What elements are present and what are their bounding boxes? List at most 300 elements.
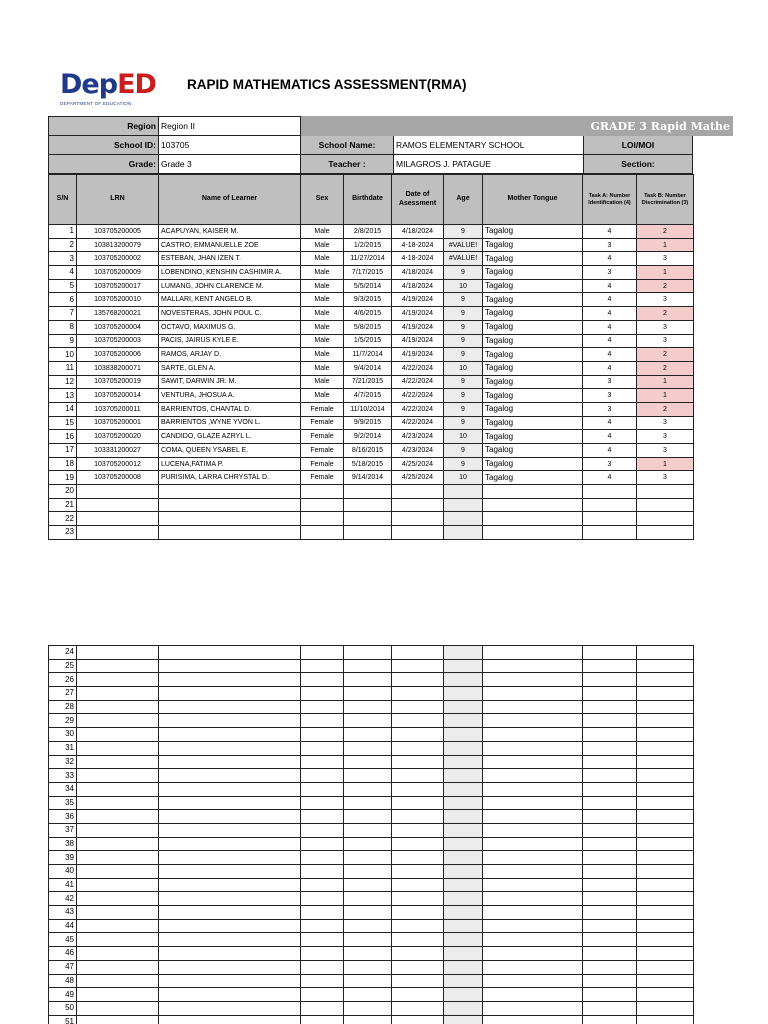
row-sex[interactable] — [301, 498, 344, 512]
row-task-b[interactable] — [637, 865, 694, 879]
row-task-b[interactable]: 3 — [637, 444, 694, 458]
row-lrn[interactable]: 103705200006 — [77, 348, 159, 362]
row-name[interactable] — [159, 837, 301, 851]
row-task-a[interactable]: 3 — [583, 266, 637, 280]
row-date-of-assessment[interactable]: 4-18-2024 — [392, 238, 444, 252]
row-date-of-assessment[interactable] — [392, 933, 444, 947]
row-sex[interactable]: Female — [301, 444, 344, 458]
row-task-b[interactable] — [637, 933, 694, 947]
row-birthdate[interactable]: 9/9/2015 — [344, 416, 392, 430]
row-mother-tongue[interactable] — [483, 837, 583, 851]
row-sex[interactable] — [301, 769, 344, 783]
row-date-of-assessment[interactable]: 4/25/2024 — [392, 471, 444, 485]
row-birthdate[interactable] — [344, 837, 392, 851]
row-mother-tongue[interactable] — [483, 810, 583, 824]
row-mother-tongue[interactable] — [483, 687, 583, 701]
row-birthdate[interactable]: 1/5/2015 — [344, 334, 392, 348]
row-birthdate[interactable] — [344, 498, 392, 512]
row-lrn[interactable] — [77, 769, 159, 783]
row-lrn[interactable] — [77, 498, 159, 512]
grade-value[interactable]: Grade 3 — [159, 155, 301, 174]
row-task-b[interactable]: 3 — [637, 320, 694, 334]
school-name-value[interactable]: RAMOS ELEMENTARY SCHOOL — [394, 136, 584, 155]
row-mother-tongue[interactable]: Tagalog — [483, 402, 583, 416]
row-date-of-assessment[interactable]: 4/18/2024 — [392, 225, 444, 239]
row-sex[interactable] — [301, 823, 344, 837]
row-birthdate[interactable]: 4/7/2015 — [344, 389, 392, 403]
row-sex[interactable] — [301, 865, 344, 879]
row-date-of-assessment[interactable] — [392, 919, 444, 933]
row-task-b[interactable] — [637, 906, 694, 920]
row-lrn[interactable] — [77, 837, 159, 851]
row-lrn[interactable] — [77, 947, 159, 961]
row-date-of-assessment[interactable]: 4/22/2024 — [392, 402, 444, 416]
row-sex[interactable] — [301, 646, 344, 660]
row-birthdate[interactable] — [344, 878, 392, 892]
row-sex[interactable] — [301, 947, 344, 961]
row-task-a[interactable]: 4 — [583, 471, 637, 485]
row-date-of-assessment[interactable] — [392, 714, 444, 728]
row-date-of-assessment[interactable] — [392, 512, 444, 526]
row-name[interactable] — [159, 988, 301, 1002]
region-value[interactable]: Region II — [159, 117, 301, 136]
row-task-b[interactable] — [637, 810, 694, 824]
row-date-of-assessment[interactable]: 4/18/2024 — [392, 279, 444, 293]
row-task-b[interactable] — [637, 960, 694, 974]
row-mother-tongue[interactable] — [483, 782, 583, 796]
row-sex[interactable]: Male — [301, 334, 344, 348]
row-lrn[interactable] — [77, 796, 159, 810]
row-birthdate[interactable] — [344, 933, 392, 947]
row-lrn[interactable] — [77, 1015, 159, 1024]
row-sex[interactable] — [301, 526, 344, 540]
row-birthdate[interactable] — [344, 892, 392, 906]
row-mother-tongue[interactable] — [483, 1015, 583, 1024]
row-date-of-assessment[interactable] — [392, 906, 444, 920]
row-task-a[interactable] — [583, 892, 637, 906]
row-task-a[interactable]: 4 — [583, 225, 637, 239]
row-task-a[interactable] — [583, 878, 637, 892]
row-task-b[interactable]: 3 — [637, 416, 694, 430]
row-lrn[interactable]: 103813200079 — [77, 238, 159, 252]
row-name[interactable]: CANDIDO, GLAZE AZRYL L. — [159, 430, 301, 444]
row-task-a[interactable] — [583, 947, 637, 961]
row-lrn[interactable]: 103331200027 — [77, 444, 159, 458]
row-name[interactable] — [159, 728, 301, 742]
row-date-of-assessment[interactable] — [392, 526, 444, 540]
row-name[interactable] — [159, 755, 301, 769]
row-date-of-assessment[interactable]: 4/19/2024 — [392, 307, 444, 321]
row-task-a[interactable] — [583, 906, 637, 920]
row-name[interactable] — [159, 526, 301, 540]
row-mother-tongue[interactable] — [483, 878, 583, 892]
row-lrn[interactable] — [77, 782, 159, 796]
row-sex[interactable]: Male — [301, 238, 344, 252]
row-sex[interactable]: Female — [301, 471, 344, 485]
row-task-b[interactable] — [637, 919, 694, 933]
row-task-b[interactable] — [637, 646, 694, 660]
row-birthdate[interactable]: 5/5/2014 — [344, 279, 392, 293]
row-date-of-assessment[interactable]: 4/25/2024 — [392, 457, 444, 471]
row-sex[interactable]: Female — [301, 457, 344, 471]
row-mother-tongue[interactable]: Tagalog — [483, 348, 583, 362]
teacher-value[interactable]: MILAGROS J. PATAGUE — [394, 155, 584, 174]
row-lrn[interactable]: 103705200003 — [77, 334, 159, 348]
row-name[interactable] — [159, 947, 301, 961]
row-sex[interactable] — [301, 906, 344, 920]
row-mother-tongue[interactable] — [483, 741, 583, 755]
row-date-of-assessment[interactable] — [392, 646, 444, 660]
row-task-a[interactable]: 4 — [583, 361, 637, 375]
row-name[interactable] — [159, 741, 301, 755]
row-birthdate[interactable] — [344, 988, 392, 1002]
row-name[interactable] — [159, 865, 301, 879]
row-task-a[interactable]: 3 — [583, 389, 637, 403]
row-mother-tongue[interactable] — [483, 919, 583, 933]
row-task-b[interactable] — [637, 673, 694, 687]
row-mother-tongue[interactable]: Tagalog — [483, 266, 583, 280]
row-lrn[interactable] — [77, 485, 159, 499]
row-date-of-assessment[interactable]: 4/22/2024 — [392, 361, 444, 375]
row-mother-tongue[interactable] — [483, 933, 583, 947]
row-sex[interactable] — [301, 659, 344, 673]
row-task-a[interactable] — [583, 823, 637, 837]
row-name[interactable]: ESTEBAN, JHAN IZEN T. — [159, 252, 301, 266]
row-birthdate[interactable] — [344, 851, 392, 865]
row-lrn[interactable] — [77, 755, 159, 769]
row-date-of-assessment[interactable] — [392, 700, 444, 714]
row-task-a[interactable]: 4 — [583, 320, 637, 334]
row-date-of-assessment[interactable]: 4/22/2024 — [392, 389, 444, 403]
row-lrn[interactable] — [77, 1001, 159, 1015]
row-name[interactable]: SARTE, GLEN A. — [159, 361, 301, 375]
row-birthdate[interactable] — [344, 714, 392, 728]
row-mother-tongue[interactable]: Tagalog — [483, 444, 583, 458]
row-lrn[interactable] — [77, 810, 159, 824]
row-date-of-assessment[interactable] — [392, 741, 444, 755]
row-sex[interactable] — [301, 1001, 344, 1015]
row-name[interactable]: PACIS, JAIRUS KYLE E. — [159, 334, 301, 348]
row-date-of-assessment[interactable] — [392, 947, 444, 961]
row-lrn[interactable] — [77, 700, 159, 714]
row-name[interactable] — [159, 512, 301, 526]
row-sex[interactable] — [301, 782, 344, 796]
row-mother-tongue[interactable] — [483, 851, 583, 865]
row-sex[interactable] — [301, 892, 344, 906]
row-birthdate[interactable] — [344, 673, 392, 687]
row-mother-tongue[interactable] — [483, 498, 583, 512]
row-sex[interactable] — [301, 755, 344, 769]
row-date-of-assessment[interactable] — [392, 960, 444, 974]
row-task-b[interactable] — [637, 512, 694, 526]
row-mother-tongue[interactable]: Tagalog — [483, 307, 583, 321]
row-task-b[interactable] — [637, 1015, 694, 1024]
row-date-of-assessment[interactable] — [392, 1001, 444, 1015]
row-sex[interactable]: Male — [301, 225, 344, 239]
row-lrn[interactable] — [77, 865, 159, 879]
row-task-a[interactable] — [583, 512, 637, 526]
row-date-of-assessment[interactable]: 4/19/2024 — [392, 334, 444, 348]
row-birthdate[interactable] — [344, 755, 392, 769]
row-mother-tongue[interactable] — [483, 485, 583, 499]
row-sex[interactable] — [301, 796, 344, 810]
row-lrn[interactable] — [77, 892, 159, 906]
row-task-b[interactable]: 2 — [637, 402, 694, 416]
row-mother-tongue[interactable] — [483, 906, 583, 920]
row-sex[interactable]: Male — [301, 252, 344, 266]
row-lrn[interactable]: 103705200012 — [77, 457, 159, 471]
row-task-a[interactable] — [583, 782, 637, 796]
row-birthdate[interactable] — [344, 687, 392, 701]
row-task-b[interactable]: 1 — [637, 457, 694, 471]
row-mother-tongue[interactable] — [483, 974, 583, 988]
row-lrn[interactable]: 103705200001 — [77, 416, 159, 430]
row-task-a[interactable] — [583, 700, 637, 714]
row-lrn[interactable] — [77, 512, 159, 526]
row-name[interactable] — [159, 498, 301, 512]
row-sex[interactable]: Male — [301, 320, 344, 334]
row-lrn[interactable]: 103705200011 — [77, 402, 159, 416]
row-birthdate[interactable] — [344, 974, 392, 988]
row-name[interactable] — [159, 659, 301, 673]
row-task-b[interactable]: 3 — [637, 334, 694, 348]
row-date-of-assessment[interactable] — [392, 988, 444, 1002]
row-task-b[interactable]: 1 — [637, 375, 694, 389]
row-name[interactable] — [159, 878, 301, 892]
row-task-b[interactable] — [637, 837, 694, 851]
row-sex[interactable] — [301, 810, 344, 824]
row-birthdate[interactable] — [344, 865, 392, 879]
row-mother-tongue[interactable]: Tagalog — [483, 238, 583, 252]
row-task-a[interactable] — [583, 714, 637, 728]
row-task-a[interactable]: 4 — [583, 348, 637, 362]
row-task-a[interactable]: 4 — [583, 334, 637, 348]
row-date-of-assessment[interactable] — [392, 769, 444, 783]
row-name[interactable] — [159, 974, 301, 988]
row-sex[interactable]: Male — [301, 307, 344, 321]
row-mother-tongue[interactable] — [483, 796, 583, 810]
row-task-a[interactable] — [583, 933, 637, 947]
row-lrn[interactable]: 103705200020 — [77, 430, 159, 444]
row-sex[interactable] — [301, 851, 344, 865]
row-task-b[interactable]: 2 — [637, 279, 694, 293]
row-sex[interactable]: Male — [301, 279, 344, 293]
row-task-a[interactable]: 4 — [583, 279, 637, 293]
row-birthdate[interactable]: 8/16/2015 — [344, 444, 392, 458]
row-date-of-assessment[interactable] — [392, 659, 444, 673]
row-sex[interactable] — [301, 700, 344, 714]
row-sex[interactable]: Male — [301, 266, 344, 280]
row-task-a[interactable]: 4 — [583, 307, 637, 321]
row-task-b[interactable]: 3 — [637, 471, 694, 485]
row-task-b[interactable] — [637, 1001, 694, 1015]
row-mother-tongue[interactable] — [483, 1001, 583, 1015]
row-name[interactable]: RAMOS, ARJAY D. — [159, 348, 301, 362]
row-name[interactable] — [159, 646, 301, 660]
row-task-a[interactable]: 4 — [583, 293, 637, 307]
row-task-a[interactable] — [583, 741, 637, 755]
row-name[interactable] — [159, 796, 301, 810]
row-mother-tongue[interactable]: Tagalog — [483, 457, 583, 471]
row-task-b[interactable] — [637, 741, 694, 755]
row-date-of-assessment[interactable] — [392, 687, 444, 701]
row-birthdate[interactable] — [344, 741, 392, 755]
row-birthdate[interactable] — [344, 512, 392, 526]
row-mother-tongue[interactable]: Tagalog — [483, 471, 583, 485]
school-id-value[interactable]: 103705 — [159, 136, 301, 155]
row-birthdate[interactable]: 5/8/2015 — [344, 320, 392, 334]
row-birthdate[interactable] — [344, 1001, 392, 1015]
row-birthdate[interactable]: 9/2/2014 — [344, 430, 392, 444]
row-sex[interactable]: Female — [301, 402, 344, 416]
row-birthdate[interactable] — [344, 782, 392, 796]
row-sex[interactable] — [301, 933, 344, 947]
row-birthdate[interactable] — [344, 947, 392, 961]
row-birthdate[interactable]: 5/18/2015 — [344, 457, 392, 471]
row-task-a[interactable] — [583, 526, 637, 540]
row-birthdate[interactable]: 4/6/2015 — [344, 307, 392, 321]
row-task-b[interactable]: 1 — [637, 238, 694, 252]
row-lrn[interactable] — [77, 933, 159, 947]
row-task-a[interactable] — [583, 960, 637, 974]
row-task-b[interactable] — [637, 769, 694, 783]
row-name[interactable]: BARRIENTOS ,WYNE YVON L. — [159, 416, 301, 430]
row-birthdate[interactable] — [344, 646, 392, 660]
row-name[interactable]: ACAPUYAN, KAISER M. — [159, 225, 301, 239]
row-task-b[interactable]: 1 — [637, 266, 694, 280]
row-task-a[interactable] — [583, 796, 637, 810]
row-lrn[interactable]: 103705200019 — [77, 375, 159, 389]
row-sex[interactable] — [301, 919, 344, 933]
row-lrn[interactable]: 103705200005 — [77, 225, 159, 239]
row-task-b[interactable] — [637, 728, 694, 742]
row-name[interactable]: MALLARI, KENT ANGELO B. — [159, 293, 301, 307]
row-mother-tongue[interactable] — [483, 960, 583, 974]
row-task-b[interactable]: 3 — [637, 430, 694, 444]
row-lrn[interactable] — [77, 960, 159, 974]
row-name[interactable]: NOVESTERAS, JOHN POUL C. — [159, 307, 301, 321]
row-task-a[interactable] — [583, 728, 637, 742]
row-date-of-assessment[interactable] — [392, 796, 444, 810]
row-birthdate[interactable] — [344, 1015, 392, 1024]
row-name[interactable]: OCTAVO, MAXIMUS G. — [159, 320, 301, 334]
row-task-b[interactable] — [637, 755, 694, 769]
row-name[interactable] — [159, 714, 301, 728]
row-mother-tongue[interactable]: Tagalog — [483, 430, 583, 444]
row-mother-tongue[interactable]: Tagalog — [483, 293, 583, 307]
row-lrn[interactable] — [77, 823, 159, 837]
row-birthdate[interactable]: 9/3/2015 — [344, 293, 392, 307]
row-mother-tongue[interactable] — [483, 728, 583, 742]
row-mother-tongue[interactable] — [483, 673, 583, 687]
row-date-of-assessment[interactable]: 4-18-2024 — [392, 252, 444, 266]
row-birthdate[interactable] — [344, 485, 392, 499]
row-name[interactable] — [159, 673, 301, 687]
row-task-a[interactable]: 4 — [583, 252, 637, 266]
row-birthdate[interactable] — [344, 769, 392, 783]
row-task-a[interactable]: 3 — [583, 402, 637, 416]
row-sex[interactable]: Female — [301, 416, 344, 430]
row-mother-tongue[interactable] — [483, 755, 583, 769]
row-mother-tongue[interactable]: Tagalog — [483, 334, 583, 348]
row-task-b[interactable] — [637, 796, 694, 810]
row-task-a[interactable] — [583, 988, 637, 1002]
row-name[interactable] — [159, 906, 301, 920]
row-task-a[interactable] — [583, 687, 637, 701]
row-sex[interactable] — [301, 687, 344, 701]
row-name[interactable] — [159, 823, 301, 837]
row-task-b[interactable] — [637, 687, 694, 701]
row-lrn[interactable]: 103838200071 — [77, 361, 159, 375]
row-task-b[interactable] — [637, 851, 694, 865]
row-task-a[interactable] — [583, 485, 637, 499]
row-mother-tongue[interactable]: Tagalog — [483, 389, 583, 403]
row-date-of-assessment[interactable] — [392, 498, 444, 512]
row-task-a[interactable] — [583, 810, 637, 824]
row-sex[interactable] — [301, 988, 344, 1002]
row-name[interactable]: SAWIT, DARWIN JR. M. — [159, 375, 301, 389]
row-task-b[interactable] — [637, 485, 694, 499]
row-name[interactable] — [159, 892, 301, 906]
row-date-of-assessment[interactable]: 4/19/2024 — [392, 348, 444, 362]
row-mother-tongue[interactable] — [483, 714, 583, 728]
row-task-a[interactable] — [583, 646, 637, 660]
row-task-b[interactable] — [637, 947, 694, 961]
row-lrn[interactable] — [77, 741, 159, 755]
row-name[interactable] — [159, 485, 301, 499]
row-task-a[interactable] — [583, 498, 637, 512]
row-mother-tongue[interactable]: Tagalog — [483, 252, 583, 266]
row-birthdate[interactable]: 11/10/2014 — [344, 402, 392, 416]
row-task-b[interactable]: 2 — [637, 348, 694, 362]
row-task-b[interactable] — [637, 988, 694, 1002]
row-task-b[interactable] — [637, 714, 694, 728]
row-name[interactable]: VENTURA, JHOSUA A. — [159, 389, 301, 403]
row-task-a[interactable]: 4 — [583, 430, 637, 444]
row-date-of-assessment[interactable]: 4/22/2024 — [392, 416, 444, 430]
row-lrn[interactable] — [77, 878, 159, 892]
row-birthdate[interactable]: 11/27/2014 — [344, 252, 392, 266]
row-task-a[interactable] — [583, 837, 637, 851]
row-sex[interactable] — [301, 714, 344, 728]
row-sex[interactable]: Female — [301, 430, 344, 444]
row-name[interactable] — [159, 1015, 301, 1024]
row-task-a[interactable] — [583, 659, 637, 673]
row-name[interactable]: COMA, QUEEN YSABEL E. — [159, 444, 301, 458]
row-task-b[interactable]: 2 — [637, 361, 694, 375]
row-lrn[interactable]: 135768200021 — [77, 307, 159, 321]
row-task-b[interactable]: 2 — [637, 307, 694, 321]
row-name[interactable] — [159, 810, 301, 824]
row-name[interactable] — [159, 960, 301, 974]
row-sex[interactable] — [301, 485, 344, 499]
row-date-of-assessment[interactable]: 4/18/2024 — [392, 266, 444, 280]
row-birthdate[interactable]: 9/4/2014 — [344, 361, 392, 375]
row-name[interactable] — [159, 933, 301, 947]
row-date-of-assessment[interactable]: 4/22/2024 — [392, 375, 444, 389]
row-task-b[interactable]: 3 — [637, 293, 694, 307]
row-mother-tongue[interactable] — [483, 769, 583, 783]
row-lrn[interactable]: 103705200014 — [77, 389, 159, 403]
row-date-of-assessment[interactable] — [392, 892, 444, 906]
row-task-b[interactable] — [637, 892, 694, 906]
row-mother-tongue[interactable]: Tagalog — [483, 361, 583, 375]
row-sex[interactable]: Male — [301, 293, 344, 307]
row-mother-tongue[interactable]: Tagalog — [483, 279, 583, 293]
row-task-b[interactable] — [637, 700, 694, 714]
row-mother-tongue[interactable]: Tagalog — [483, 225, 583, 239]
row-task-b[interactable]: 1 — [637, 389, 694, 403]
